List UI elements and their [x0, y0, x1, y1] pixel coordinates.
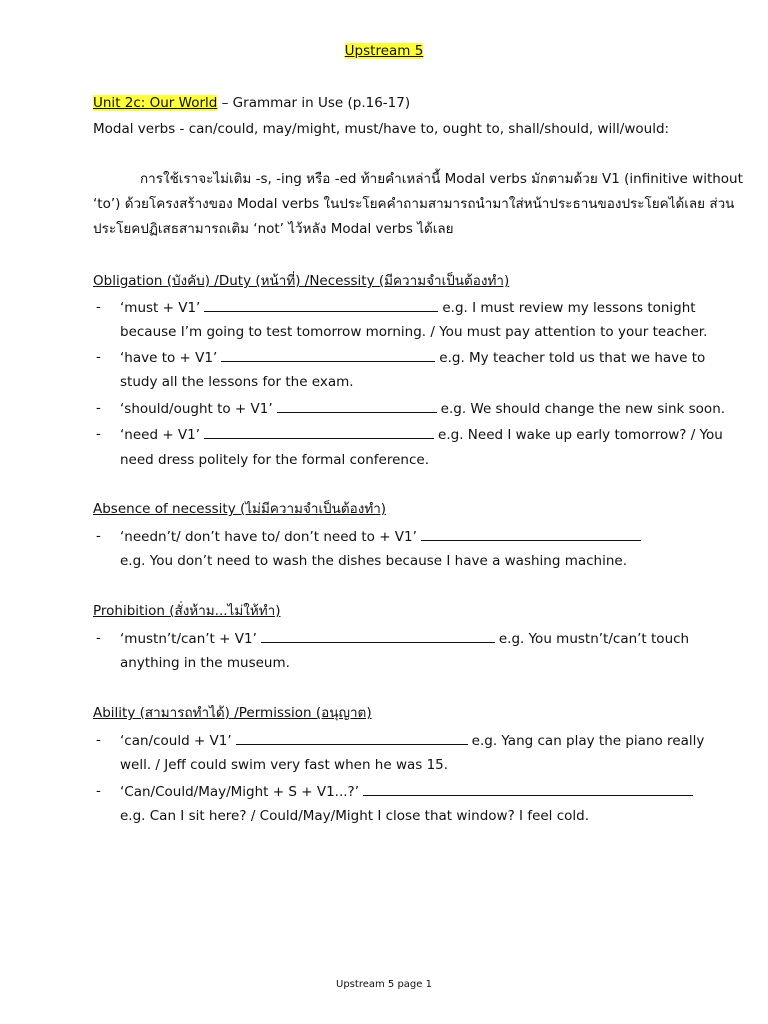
rule-example: e.g. I must review my lessons tonight	[442, 300, 696, 316]
rule-structure: ‘must + V1’	[120, 300, 201, 316]
bullet-dash: -	[96, 299, 101, 315]
rule-line	[120, 629, 689, 648]
rule-line	[120, 298, 696, 317]
modal-verbs-list: Modal verbs - can/could, may/might, must/have to, ought to, shall/should, will/would:	[93, 121, 670, 137]
rule-structure: ‘should/ought to + V1’	[120, 401, 273, 417]
bullet-dash: -	[96, 349, 101, 365]
rule-structure: ‘have to + V1’	[120, 350, 218, 366]
intro-line-1: การใช้เราจะไม่เติม -s, -ing หรือ -ed ท้ายคำเหล่านี้ Modal verbs มักตามด้วย V1 (infinitive without	[140, 171, 743, 187]
rule-example: e.g. We should change the new sink soon.	[440, 401, 726, 417]
bullet-dash: -	[96, 426, 101, 442]
rule-example-continued: e.g. Can I sit here? / Could/May/Might I close that window? I feel cold.	[120, 808, 590, 824]
page-title	[0, 42, 768, 60]
rule-structure: ‘needn’t/ don’t have to/ don’t need to + V1’	[120, 529, 417, 545]
rule-example-continued: anything in the museum.	[120, 655, 290, 671]
rule-line	[120, 782, 697, 801]
rule-structure: ‘Can/Could/May/Might + S + V1...?’	[120, 784, 359, 800]
intro-line-2: ‘to’) ด้วยโครงสร้างของ Modal verbs ในประโยคคำถามสามารถนำมาใส่หน้าประธานของประโยคได้เลย ส่วน	[93, 196, 735, 212]
rule-example: e.g. Need I wake up early tomorrow? / You	[438, 427, 723, 443]
section-heading-ability: Ability (สามารถทำได้) /Permission (อนุญาต)	[93, 705, 372, 721]
rule-line	[120, 348, 705, 367]
answer-blank[interactable]	[261, 629, 495, 643]
unit-subtitle: – Grammar in Use (p.16-17)	[221, 95, 411, 111]
rule-line	[120, 731, 704, 750]
page-footer: Upstream 5 page 1	[336, 979, 432, 990]
section-heading-obligation: Obligation (บังคับ) /Duty (หน้าที่) /Necessity (มีความจำเป็นต้องทำ)	[93, 273, 510, 289]
rule-example: e.g. My teacher told us that we have to	[439, 350, 706, 366]
rule-structure: ‘mustn’t/can’t + V1’	[120, 631, 257, 647]
rule-example-continued: need dress politely for the formal conference.	[120, 452, 429, 468]
answer-blank[interactable]	[363, 782, 693, 796]
rule-example-continued: because I’m going to test tomorrow morning. / You must pay attention to your teacher.	[120, 324, 708, 340]
rule-structure: ‘can/could + V1’	[120, 733, 232, 749]
bullet-dash: -	[96, 528, 101, 544]
rule-example-continued: e.g. You don’t need to wash the dishes because I have a washing machine.	[120, 553, 628, 569]
answer-blank[interactable]	[204, 298, 438, 312]
bullet-dash: -	[96, 400, 101, 416]
rule-line	[120, 399, 725, 418]
answer-blank[interactable]	[236, 731, 468, 745]
rule-structure: ‘need + V1’	[120, 427, 201, 443]
intro-line-3: ประโยคปฏิเสธสามารถเติม ‘not’ ไว้หลัง Modal verbs ได้เลย	[93, 221, 454, 237]
answer-blank[interactable]	[221, 348, 435, 362]
bullet-dash: -	[96, 630, 101, 646]
rule-example-continued: study all the lessons for the exam.	[120, 374, 354, 390]
rule-example: e.g. You mustn’t/can’t touch	[498, 631, 690, 647]
bullet-dash: -	[96, 732, 101, 748]
unit-heading	[93, 94, 410, 112]
section-heading-prohibition: Prohibition (สั่งห้าม...ไม่ให้ทำ)	[93, 603, 281, 619]
answer-blank[interactable]	[204, 425, 434, 439]
section-heading-absence: Absence of necessity (ไม่มีความจำเป็นต้องทำ)	[93, 501, 387, 517]
rule-example: e.g. Yang can play the piano really	[471, 733, 705, 749]
rule-line	[120, 527, 645, 546]
bullet-dash: -	[96, 783, 101, 799]
page-title-text: Upstream 5	[344, 43, 424, 59]
rule-example-continued: well. / Jeff could swim very fast when he was 15.	[120, 757, 449, 773]
unit-name: Unit 2c: Our World	[93, 95, 218, 111]
answer-blank[interactable]	[277, 399, 437, 413]
rule-line	[120, 425, 723, 444]
answer-blank[interactable]	[421, 527, 641, 541]
